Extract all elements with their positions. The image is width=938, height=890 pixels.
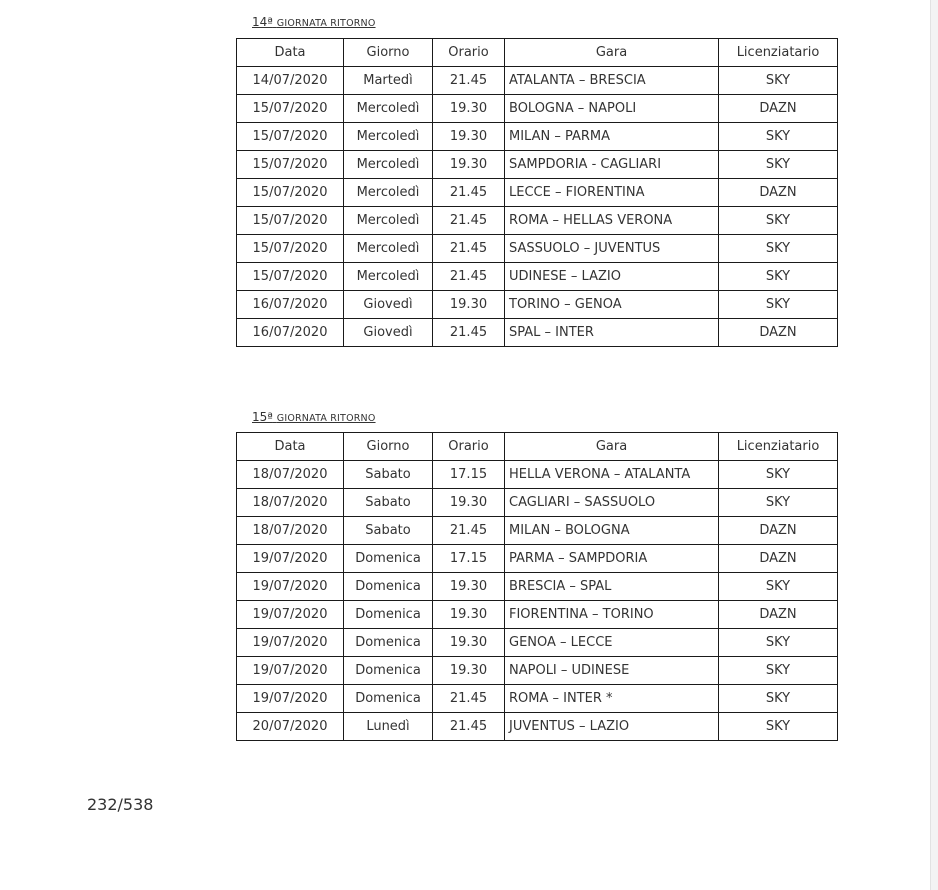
section-title-number: 15ª <box>252 410 273 424</box>
table-row <box>237 319 838 347</box>
section-title-number: 14ª <box>252 15 273 29</box>
table-row <box>237 67 838 95</box>
col-header-gara: Gara <box>505 39 719 67</box>
cell-orario: 21.45 <box>433 179 505 207</box>
cell-orario: 19.30 <box>433 573 505 601</box>
schedule-table-14 <box>236 38 838 347</box>
cell-data: 19/07/2020 <box>237 601 344 629</box>
cell-orario: 21.45 <box>433 713 505 741</box>
cell-giorno: Domenica <box>344 601 433 629</box>
cell-giorno: Sabato <box>344 461 433 489</box>
cell-orario: 21.45 <box>433 235 505 263</box>
cell-data: 20/07/2020 <box>237 713 344 741</box>
cell-giorno: Sabato <box>344 489 433 517</box>
table-row <box>237 207 838 235</box>
table-row <box>237 263 838 291</box>
cell-gara: ROMA – INTER * <box>505 685 719 713</box>
col-header-orario: Orario <box>433 433 505 461</box>
section-title-14 <box>252 15 376 29</box>
cell-licenziatario: DAZN <box>719 517 838 545</box>
cell-gara: CAGLIARI – SASSUOLO <box>505 489 719 517</box>
cell-giorno: Domenica <box>344 685 433 713</box>
cell-data: 19/07/2020 <box>237 573 344 601</box>
cell-orario: 17.15 <box>433 545 505 573</box>
col-header-data: Data <box>237 39 344 67</box>
cell-giorno: Mercoledì <box>344 207 433 235</box>
cell-gara: NAPOLI – UDINESE <box>505 657 719 685</box>
cell-gara: BOLOGNA – NAPOLI <box>505 95 719 123</box>
table-row <box>237 713 838 741</box>
table-row <box>237 235 838 263</box>
cell-gara: MILAN – BOLOGNA <box>505 517 719 545</box>
cell-data: 15/07/2020 <box>237 207 344 235</box>
cell-data: 18/07/2020 <box>237 517 344 545</box>
cell-licenziatario: SKY <box>719 713 838 741</box>
table-row <box>237 151 838 179</box>
cell-giorno: Lunedì <box>344 713 433 741</box>
cell-orario: 19.30 <box>433 151 505 179</box>
cell-orario: 21.45 <box>433 207 505 235</box>
cell-licenziatario: DAZN <box>719 179 838 207</box>
table-body <box>237 67 838 347</box>
cell-giorno: Giovedì <box>344 319 433 347</box>
cell-orario: 17.15 <box>433 461 505 489</box>
table-row <box>237 517 838 545</box>
cell-licenziatario: SKY <box>719 573 838 601</box>
cell-gara: BRESCIA – SPAL <box>505 573 719 601</box>
cell-data: 19/07/2020 <box>237 629 344 657</box>
cell-licenziatario: SKY <box>719 657 838 685</box>
cell-licenziatario: DAZN <box>719 545 838 573</box>
cell-licenziatario: SKY <box>719 67 838 95</box>
table-row <box>237 629 838 657</box>
cell-gara: SAMPDORIA - CAGLIARI <box>505 151 719 179</box>
table-row <box>237 657 838 685</box>
cell-data: 15/07/2020 <box>237 263 344 291</box>
cell-licenziatario: DAZN <box>719 601 838 629</box>
cell-orario: 19.30 <box>433 657 505 685</box>
cell-data: 19/07/2020 <box>237 685 344 713</box>
table-row <box>237 95 838 123</box>
cell-orario: 21.45 <box>433 685 505 713</box>
cell-data: 19/07/2020 <box>237 657 344 685</box>
cell-gara: TORINO – GENOA <box>505 291 719 319</box>
cell-orario: 19.30 <box>433 601 505 629</box>
col-header-licenziatario: Licenziatario <box>719 39 838 67</box>
table-row <box>237 573 838 601</box>
table-body <box>237 461 838 741</box>
cell-gara: JUVENTUS – LAZIO <box>505 713 719 741</box>
cell-giorno: Mercoledì <box>344 123 433 151</box>
schedule-table-15 <box>236 432 838 741</box>
col-header-giorno: Giorno <box>344 433 433 461</box>
table-row <box>237 179 838 207</box>
cell-gara: ROMA – HELLAS VERONA <box>505 207 719 235</box>
cell-gara: SPAL – INTER <box>505 319 719 347</box>
cell-licenziatario: SKY <box>719 207 838 235</box>
col-header-gara: Gara <box>505 433 719 461</box>
table-header-row <box>237 433 838 461</box>
page-number: 232/538 <box>87 795 154 814</box>
cell-giorno: Mercoledì <box>344 95 433 123</box>
cell-giorno: Mercoledì <box>344 263 433 291</box>
cell-giorno: Domenica <box>344 573 433 601</box>
col-header-giorno: Giorno <box>344 39 433 67</box>
cell-orario: 21.45 <box>433 67 505 95</box>
cell-data: 16/07/2020 <box>237 291 344 319</box>
cell-gara: SASSUOLO – JUVENTUS <box>505 235 719 263</box>
section-title-text: GIORNATA RITORNO <box>276 413 376 424</box>
cell-gara: ATALANTA – BRESCIA <box>505 67 719 95</box>
cell-data: 15/07/2020 <box>237 151 344 179</box>
cell-data: 16/07/2020 <box>237 319 344 347</box>
cell-licenziatario: SKY <box>719 235 838 263</box>
cell-giorno: Mercoledì <box>344 151 433 179</box>
cell-giorno: Mercoledì <box>344 235 433 263</box>
cell-licenziatario: SKY <box>719 263 838 291</box>
cell-orario: 21.45 <box>433 263 505 291</box>
cell-data: 15/07/2020 <box>237 123 344 151</box>
cell-gara: LECCE – FIORENTINA <box>505 179 719 207</box>
section-title-15 <box>252 410 376 424</box>
cell-licenziatario: DAZN <box>719 95 838 123</box>
cell-licenziatario: SKY <box>719 123 838 151</box>
table-row <box>237 123 838 151</box>
col-header-orario: Orario <box>433 39 505 67</box>
cell-giorno: Giovedì <box>344 291 433 319</box>
cell-gara: HELLA VERONA – ATALANTA <box>505 461 719 489</box>
cell-data: 15/07/2020 <box>237 179 344 207</box>
table-row <box>237 291 838 319</box>
cell-data: 18/07/2020 <box>237 489 344 517</box>
table-row <box>237 489 838 517</box>
cell-orario: 21.45 <box>433 319 505 347</box>
cell-giorno: Domenica <box>344 545 433 573</box>
cell-orario: 19.30 <box>433 95 505 123</box>
cell-giorno: Mercoledì <box>344 179 433 207</box>
cell-orario: 21.45 <box>433 517 505 545</box>
section-title-text: GIORNATA RITORNO <box>276 18 376 29</box>
col-header-data: Data <box>237 433 344 461</box>
cell-orario: 19.30 <box>433 291 505 319</box>
table-row <box>237 461 838 489</box>
col-header-licenziatario: Licenziatario <box>719 433 838 461</box>
cell-orario: 19.30 <box>433 629 505 657</box>
cell-giorno: Sabato <box>344 517 433 545</box>
table-row <box>237 545 838 573</box>
table-row <box>237 601 838 629</box>
cell-licenziatario: DAZN <box>719 319 838 347</box>
cell-data: 14/07/2020 <box>237 67 344 95</box>
cell-gara: UDINESE – LAZIO <box>505 263 719 291</box>
cell-licenziatario: SKY <box>719 489 838 517</box>
cell-data: 18/07/2020 <box>237 461 344 489</box>
cell-giorno: Domenica <box>344 629 433 657</box>
table-row <box>237 685 838 713</box>
cell-gara: PARMA – SAMPDORIA <box>505 545 719 573</box>
cell-gara: MILAN – PARMA <box>505 123 719 151</box>
cell-licenziatario: SKY <box>719 151 838 179</box>
table-header-row <box>237 39 838 67</box>
cell-data: 19/07/2020 <box>237 545 344 573</box>
cell-giorno: Domenica <box>344 657 433 685</box>
cell-gara: GENOA – LECCE <box>505 629 719 657</box>
cell-gara: FIORENTINA – TORINO <box>505 601 719 629</box>
cell-licenziatario: SKY <box>719 461 838 489</box>
cell-licenziatario: SKY <box>719 685 838 713</box>
cell-orario: 19.30 <box>433 489 505 517</box>
cell-licenziatario: SKY <box>719 291 838 319</box>
cell-licenziatario: SKY <box>719 629 838 657</box>
cell-orario: 19.30 <box>433 123 505 151</box>
cell-data: 15/07/2020 <box>237 95 344 123</box>
page-edge <box>930 0 938 890</box>
cell-giorno: Martedì <box>344 67 433 95</box>
cell-data: 15/07/2020 <box>237 235 344 263</box>
